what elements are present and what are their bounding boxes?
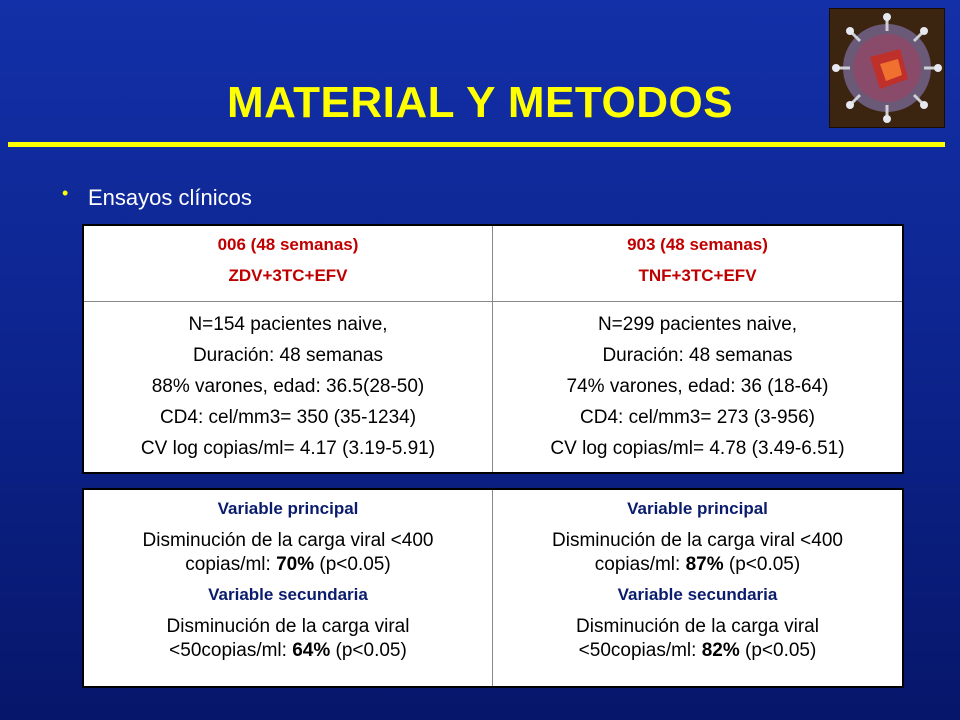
studies-header-row bbox=[84, 226, 902, 302]
study-006-detail: Duración: 48 semanas bbox=[192, 345, 384, 366]
outcomes-row bbox=[84, 490, 902, 686]
study-006-details bbox=[84, 302, 493, 472]
secondary-variable-result bbox=[493, 639, 902, 663]
primary-variable-label: Variable principal bbox=[627, 499, 768, 518]
secondary-result-value: 82% bbox=[701, 640, 740, 661]
studies-table bbox=[82, 224, 904, 474]
study-006-detail: CD4: cel/mm3= 350 (35-1234) bbox=[159, 407, 417, 428]
secondary-result-prefix: <50copias/ml: bbox=[578, 640, 702, 661]
outcomes-table bbox=[82, 488, 904, 688]
secondary-variable-label: Variable secundaria bbox=[208, 585, 368, 604]
primary-result-prefix: copias/ml: bbox=[594, 554, 686, 575]
study-903-detail: CD4: cel/mm3= 273 (3-956) bbox=[580, 407, 815, 428]
study-903-detail: CV log copias/ml= 4.78 (3.49-6.51) bbox=[550, 438, 845, 459]
page-title: MATERIAL Y METODOS bbox=[226, 78, 734, 127]
secondary-variable-text: Disminución de la carga viral bbox=[166, 616, 410, 637]
bullet-icon: • bbox=[62, 183, 69, 203]
study-903-regimen: TNF+3TC+EFV bbox=[638, 266, 757, 285]
primary-result-prefix: copias/ml: bbox=[185, 554, 277, 575]
study-006-header bbox=[84, 226, 493, 301]
study-903-details bbox=[493, 302, 902, 472]
primary-variable-text: Disminución de la carga viral <400 bbox=[552, 530, 843, 551]
primary-result-pvalue: (p<0.05) bbox=[314, 554, 391, 575]
secondary-result-prefix: <50copias/ml: bbox=[169, 640, 293, 661]
secondary-result-pvalue: (p<0.05) bbox=[739, 640, 817, 661]
primary-variable-result bbox=[84, 553, 492, 577]
primary-variable-text: Disminución de la carga viral <400 bbox=[142, 530, 434, 551]
study-903-header bbox=[493, 226, 902, 301]
study-903-detail: 74% varones, edad: 36 (18-64) bbox=[566, 376, 829, 397]
secondary-variable-label: Variable secundaria bbox=[617, 585, 778, 604]
study-903-detail: N=299 pacientes naive, bbox=[597, 314, 798, 335]
study-006-detail: 88% varones, edad: 36.5(28-50) bbox=[151, 376, 425, 397]
primary-result-pvalue: (p<0.05) bbox=[723, 554, 801, 575]
secondary-variable-result bbox=[84, 639, 492, 663]
study-006-outcomes bbox=[84, 490, 493, 686]
study-006-detail: N=154 pacientes naive, bbox=[188, 314, 388, 335]
study-903-detail: Duración: 48 semanas bbox=[602, 345, 793, 366]
primary-result-value: 87% bbox=[685, 554, 724, 575]
primary-result-value: 70% bbox=[276, 554, 315, 575]
primary-variable-result bbox=[493, 553, 902, 577]
study-006-detail: CV log copias/ml= 4.17 (3.19-5.91) bbox=[140, 438, 436, 459]
primary-variable-label: Variable principal bbox=[217, 499, 359, 518]
studies-body-row bbox=[84, 302, 902, 472]
title-divider bbox=[8, 142, 945, 147]
bullet-text: Ensayos clínicos bbox=[88, 185, 252, 210]
study-903-title: 903 (48 semanas) bbox=[627, 235, 768, 254]
secondary-variable-text: Disminución de la carga viral bbox=[576, 616, 819, 637]
secondary-result-value: 64% bbox=[292, 640, 331, 661]
secondary-result-pvalue: (p<0.05) bbox=[330, 640, 407, 661]
study-903-outcomes bbox=[493, 490, 902, 686]
study-006-title: 006 (48 semanas) bbox=[217, 235, 359, 254]
study-006-regimen: ZDV+3TC+EFV bbox=[228, 266, 348, 285]
